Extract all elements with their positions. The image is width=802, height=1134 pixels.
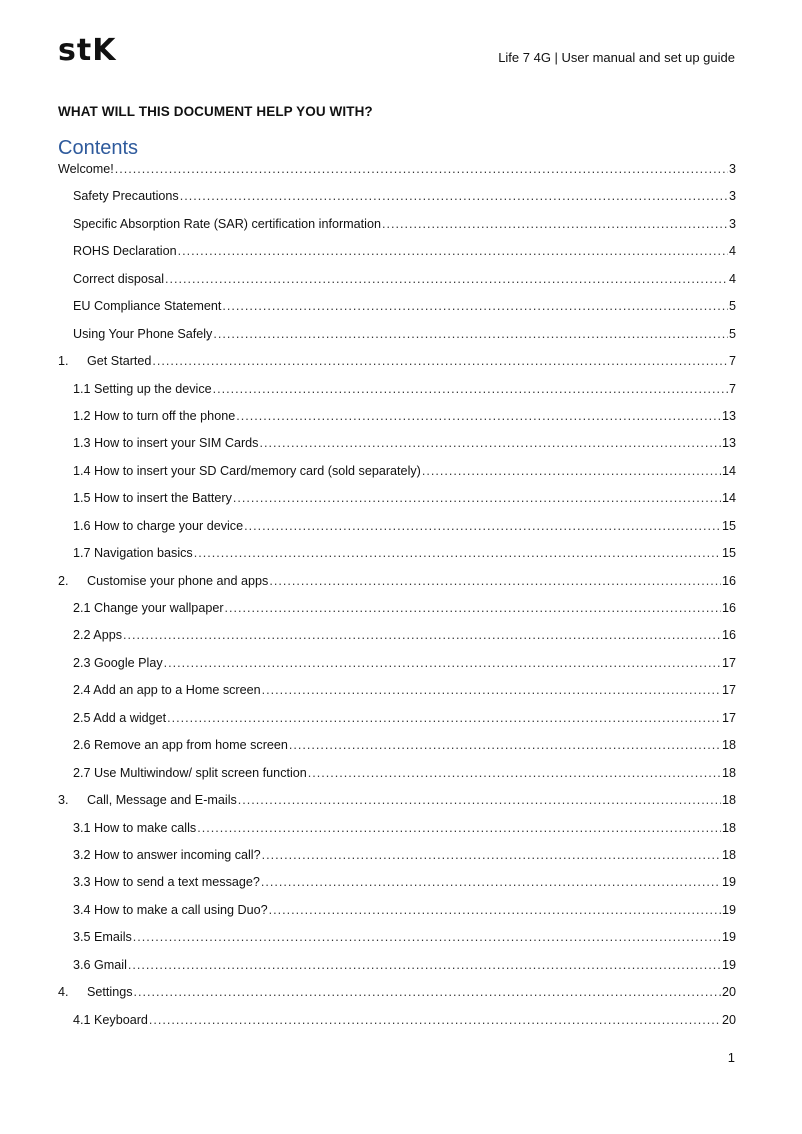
toc-entry[interactable] [58,628,736,655]
toc-entry-label: 3.6 Gmail [73,957,127,972]
toc-entry-page: 16 [721,601,736,615]
toc-entry-label: Using Your Phone Safely [73,326,213,341]
toc-entry[interactable] [58,327,736,354]
toc-dot-leader [259,436,721,450]
toc-dot-leader [422,464,721,478]
toc-entry-page: 3 [728,189,736,204]
toc-entry-label: 2.5 Add a widget [73,710,167,725]
toc-entry[interactable] [58,683,736,710]
toc-entry-label: Correct disposal [73,271,164,286]
toc-entry[interactable] [58,875,736,902]
toc-entry-label: 1.4 How to insert your SD Card/memory card (sold separately) [73,463,421,478]
toc-entry-label: ROHS Declaration [73,244,177,259]
toc-entry-label: 2.2 Apps [73,628,123,643]
toc-entry-label: 2.3 Google Play [73,655,163,670]
toc-entry-page: 15 [721,546,736,561]
toc-entry-number: 2. [58,573,69,588]
toc-entry[interactable] [58,162,736,189]
toc-entry[interactable] [58,930,736,957]
toc-entry-page: 19 [721,930,736,945]
toc-entry-page: 17 [721,683,736,698]
toc-entry-page: 14 [721,463,736,478]
toc-dot-leader [128,958,721,972]
toc-dot-leader [269,903,721,917]
toc-entry[interactable] [58,464,736,491]
toc-entry[interactable] [58,546,736,573]
toc-entry-label: Welcome! [58,162,114,176]
toc-entry-page: 13 [721,436,736,451]
toc-entry-page: 13 [721,408,736,423]
toc-dot-leader [244,519,721,533]
toc-dot-leader [115,162,728,176]
toc-entry-page: 7 [728,354,736,369]
toc-entry-page: 19 [721,902,736,917]
toc-entry-page: 14 [721,491,736,506]
toc-dot-leader [165,272,728,286]
toc-entry[interactable] [58,382,736,409]
toc-entry-label: 1.1 Setting up the device [73,381,212,396]
toc-entry-page: 3 [728,216,736,231]
toc-entry[interactable] [58,903,736,930]
toc-entry[interactable] [58,189,736,216]
toc-entry-label: 3.3 How to send a text message? [73,875,260,890]
toc-entry-label: 1.7 Navigation basics [73,546,193,561]
toc-dot-leader [134,985,721,999]
toc-dot-leader [269,574,721,588]
toc-entry-number: 3. [58,793,69,808]
toc-entry[interactable] [58,574,736,601]
toc-entry[interactable] [58,436,736,463]
toc-entry-label: 3.1 How to make calls [73,820,197,835]
toc-dot-leader [262,848,721,862]
toc-entry-label: 2.7 Use Multiwindow/ split screen function [73,765,307,780]
toc-entry[interactable] [58,354,736,381]
toc-entry[interactable] [58,244,736,271]
toc-entry[interactable] [58,711,736,738]
toc-entry-label: 1.6 How to charge your device [73,518,244,533]
toc-dot-leader [261,875,721,889]
toc-entry[interactable] [58,1013,736,1040]
toc-entry-label: 2.4 Add an app to a Home screen [73,683,261,698]
toc-dot-leader [289,738,721,752]
toc-dot-leader [382,217,728,231]
toc-entry-label: Safety Precautions [73,189,179,204]
toc-entry-label: 3.2 How to answer incoming call? [73,847,261,862]
toc-entry[interactable] [58,738,736,765]
toc-entry-page: 18 [721,793,736,808]
toc-entry[interactable] [58,793,736,820]
toc-entry-page: 3 [728,162,736,176]
toc-entry[interactable] [58,491,736,518]
toc-entry[interactable] [58,217,736,244]
toc-entry-label: Specific Absorption Rate (SAR) certification information [73,216,381,231]
toc-dot-leader [149,1013,721,1027]
toc-entry-label: EU Compliance Statement [73,299,222,314]
toc-dot-leader [236,409,721,423]
toc-entry-page: 18 [721,847,736,862]
toc-entry-page: 17 [721,710,736,725]
toc-dot-leader [167,711,721,725]
toc-entry-label: 4.1 Keyboard [73,1012,148,1027]
toc-entry-page: 15 [721,518,736,533]
toc-entry[interactable] [58,409,736,436]
toc-entry[interactable] [58,958,736,985]
toc-entry-page: 19 [721,957,736,972]
toc-entry-label: 2.6 Remove an app from home screen [73,738,288,753]
toc-dot-leader [178,244,728,258]
toc-entry-label: 3.4 How to make a call using Duo? [73,902,268,917]
toc-dot-leader [123,628,721,642]
toc-entry[interactable] [58,299,736,326]
toc-entry[interactable] [58,848,736,875]
toc-dot-leader [262,683,721,697]
toc-entry-page: 17 [721,655,736,670]
toc-entry[interactable] [58,766,736,793]
document-header-title: Life 7 4G | User manual and set up guide [498,50,735,65]
toc-dot-leader [213,382,728,396]
toc-dot-leader [233,491,721,505]
toc-entry-page: 20 [721,1012,736,1027]
toc-dot-leader [164,656,721,670]
toc-dot-leader [308,766,721,780]
toc-dot-leader [225,601,721,615]
toc-entry-page: 5 [728,326,736,341]
toc-entry[interactable] [58,821,736,848]
table-of-contents [58,162,736,1040]
toc-entry-page: 4 [728,244,736,259]
toc-entry-page: 7 [728,381,736,396]
toc-entry-label: 1.5 How to insert the Battery [73,491,232,506]
toc-entry-number: 1. [58,354,69,369]
toc-entry-page: 18 [721,738,736,753]
toc-entry-label: 1.3 How to insert your SIM Cards [73,436,259,451]
toc-entry[interactable] [58,272,736,299]
toc-entry[interactable] [58,519,736,546]
toc-entry[interactable] [58,985,736,1012]
toc-entry-label: Get Started [87,354,152,369]
toc-entry-label: 1.2 How to turn off the phone [73,408,236,423]
document-question-heading: WHAT WILL THIS DOCUMENT HELP YOU WITH? [58,104,373,119]
page-number: 1 [727,1050,735,1065]
toc-entry-page: 5 [728,299,736,314]
toc-dot-leader [194,546,721,560]
toc-entry-page: 19 [721,875,736,890]
toc-entry-label: Settings [87,985,133,1000]
svg-text:stK: stK [58,34,117,64]
toc-entry-page: 20 [721,985,736,1000]
toc-entry[interactable] [58,656,736,683]
toc-dot-leader [180,189,728,203]
toc-dot-leader [238,793,721,807]
toc-entry-number: 4. [58,985,69,1000]
contents-heading: Contents [58,137,139,159]
toc-entry-page: 16 [721,628,736,643]
toc-entry-label: 2.1 Change your wallpaper [73,601,224,615]
toc-dot-leader [222,299,728,313]
toc-entry-label: Call, Message and E-mails [87,793,237,808]
toc-entry-page: 18 [721,765,736,780]
toc-entry[interactable] [58,601,736,628]
stk-logo [58,34,120,64]
toc-entry-page: 4 [728,271,736,286]
toc-entry-label: Customise your phone and apps [87,573,269,588]
toc-dot-leader [197,821,721,835]
toc-dot-leader [152,354,728,368]
toc-entry-page: 16 [721,573,736,588]
toc-entry-label: 3.5 Emails [73,930,132,945]
toc-entry-page: 18 [721,820,736,835]
toc-dot-leader [133,930,721,944]
toc-dot-leader [213,327,728,341]
